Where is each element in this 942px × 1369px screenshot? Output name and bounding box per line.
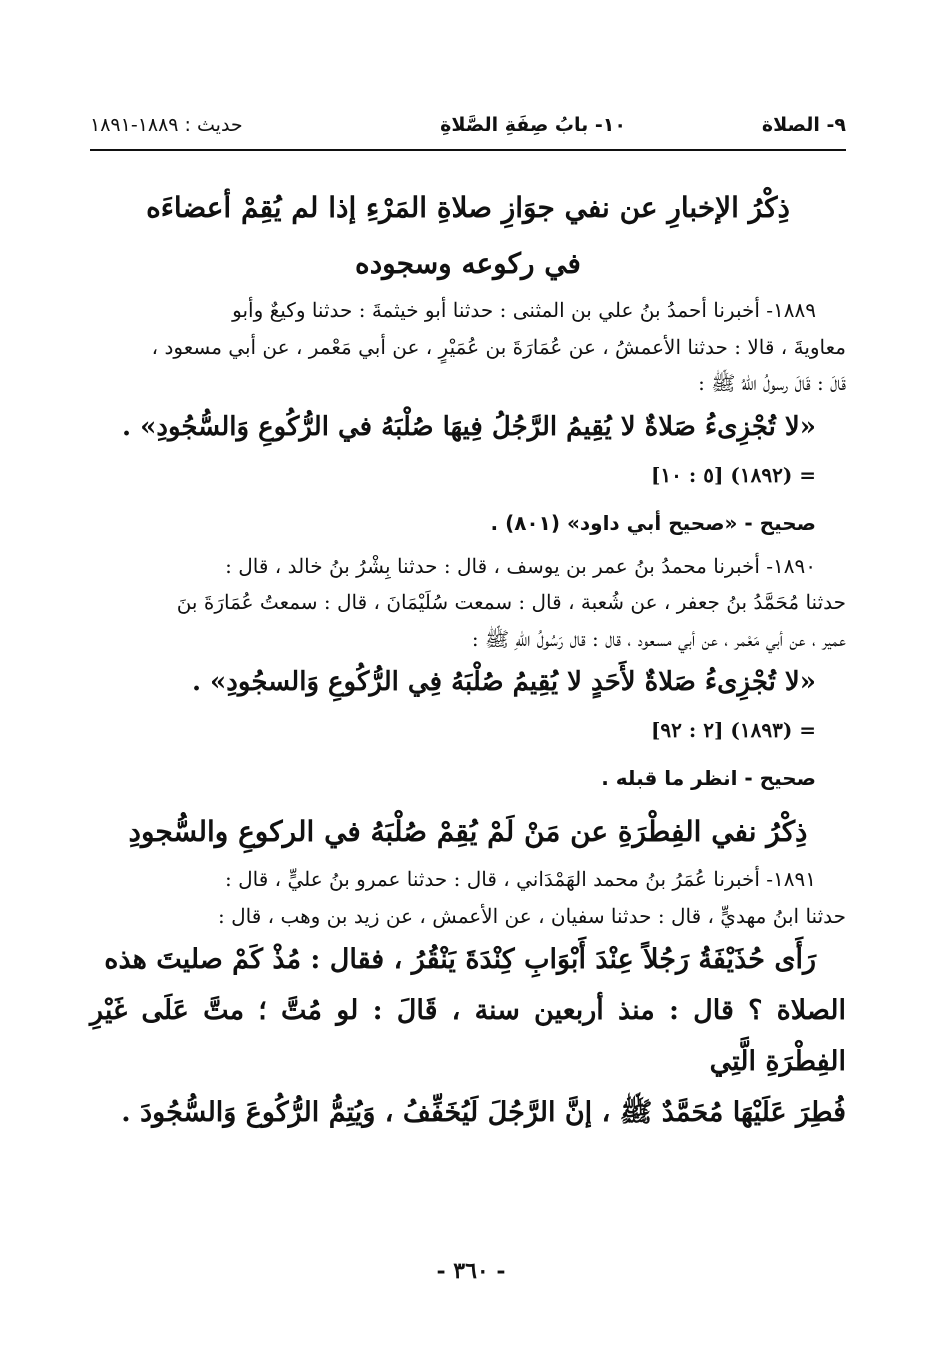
page-number: - ٣٦٠ -	[436, 1258, 506, 1284]
section-heading-1-line2: في ركوعه وسجوده	[355, 247, 581, 280]
isnad-line: عمير ، عن أبي مَعْمر ، عن أبي مسعود ، قال : قال رَسُولُ اللّهِ ﷺ :	[471, 626, 846, 651]
hadith-1890-cross-reference: = (١٨٩٣) [٢ : ٩٢]	[650, 718, 816, 742]
isnad-line: حدثنا ابنُ مهديٍّ ، قال : حدثنا سفيان ، عن الأعمش ، عن زيد بن وهب ، قال :	[218, 903, 846, 928]
matn-line: الصلاة ؟ قال : منذ أربعين سنة ، قَالَ : لو مُتَّ ؛ متَّ عَلَى غَيْرِ الفِطْرَةِ الَّتِي	[90, 995, 846, 1077]
chapter-title: ٩- الصلاة	[761, 114, 846, 136]
isnad-line: ١٨٩١- أخبرنا عُمَرُ بنُ محمد الهَمْدَاني ، قال : حدثنا عمرو بنُ عليٍّ ، قال :	[225, 867, 816, 891]
hadith-1889-grade: صحيح - «صحيح أبي داود» (٨٠١) .	[490, 510, 816, 535]
hadith-1889-isnad	[90, 292, 846, 402]
hadith-1890-isnad	[90, 548, 846, 658]
hadith-1891-matn	[90, 934, 846, 1138]
hadith-1891-isnad	[90, 861, 846, 934]
running-header	[90, 112, 846, 146]
hadith-1889-matn: «لا تُجْزِىءُ صَلاةٌ لا يُقِيمُ الرَّجُلُ فِيهَا صُلْبَهُ في الرُّكُوعِ وَالسُّجُودِ» .	[122, 411, 816, 442]
matn-line: رَأَى حُذَيْفَةُ رَجُلاً عِنْدَ أَبْوَابِ كِنْدَةَ يَنْقُرُ ، فقال : مُذْ كَمْ صليتَ هذه	[104, 944, 816, 975]
matn-line: فُطِرَ عَلَيْهَا مُحَمَّدٌ ﷺ ، إنَّ الرَّجُلَ لَيُخَفِّفُ ، وَيُتِمُّ الرُّكُوعَ وَالسُّجُودَ .	[121, 1097, 846, 1128]
section-title: ١٠- بابُ صِفَةِ الصَّلاةِ	[440, 114, 626, 136]
isnad-line: ١٨٩٠- أخبرنا محمدُ بنُ عمر بن يوسف ، قال : حدثنا بِشْرُ بنُ خالد ، قال :	[225, 553, 816, 578]
hadith-1890-matn: «لا تُجْزِىءُ صَلاةٌ لأَحَدٍ لا يُقِيمُ صُلْبَهُ فِي الرُّكُوعِ وَالسجُودِ» .	[191, 667, 816, 697]
page-body	[90, 180, 846, 1138]
isnad-line: قَالَ : قَالَ رسولُ اللّهُ ﷺ :	[698, 371, 846, 395]
isnad-line: معاويةَ ، قالا : حدثنا الأعمشُ ، عن عُمَارَةَ بن عُمَيْرٍ ، عن أبي مَعْمر ، عن أبي مسعود ،	[151, 334, 846, 359]
isnad-line: حدثنا مُحَمَّدُ بنُ جعفر ، عن شُعبة ، قال : سمعت سُلَيْمَانَ ، قال : سمعتُ عُمَارَةَ بنَ	[176, 590, 846, 614]
section-heading-1-line1: ذِكْرُ الإخبارِ عن نفي جوَازِ صلاةِ المَرْءِ إذا لم يُقِمْ أعضاءَه	[146, 191, 790, 224]
section-heading-1	[90, 180, 846, 292]
hadith-range: حديث : ١٨٨٩-١٨٩١	[90, 114, 243, 136]
hadith-1889-cross-reference: = (١٨٩٢) [٥ : ١٠]	[650, 462, 816, 487]
hadith-1890-grade: صحيح - انظر ما قبله .	[601, 766, 816, 790]
section-heading-2: ذِكْرُ نفي الفِطْرَةِ عن مَنْ لَمْ يُقِمْ صُلْبَهُ في الركوعِ والسُّجودِ	[128, 815, 808, 848]
header-rule	[90, 149, 846, 151]
isnad-line: ١٨٨٩- أخبرنا أحمدُ بنُ علي بن المثنى : حدثنا أبو خيثمةَ : حدثنا وكيعٌ وأبو	[232, 298, 816, 322]
